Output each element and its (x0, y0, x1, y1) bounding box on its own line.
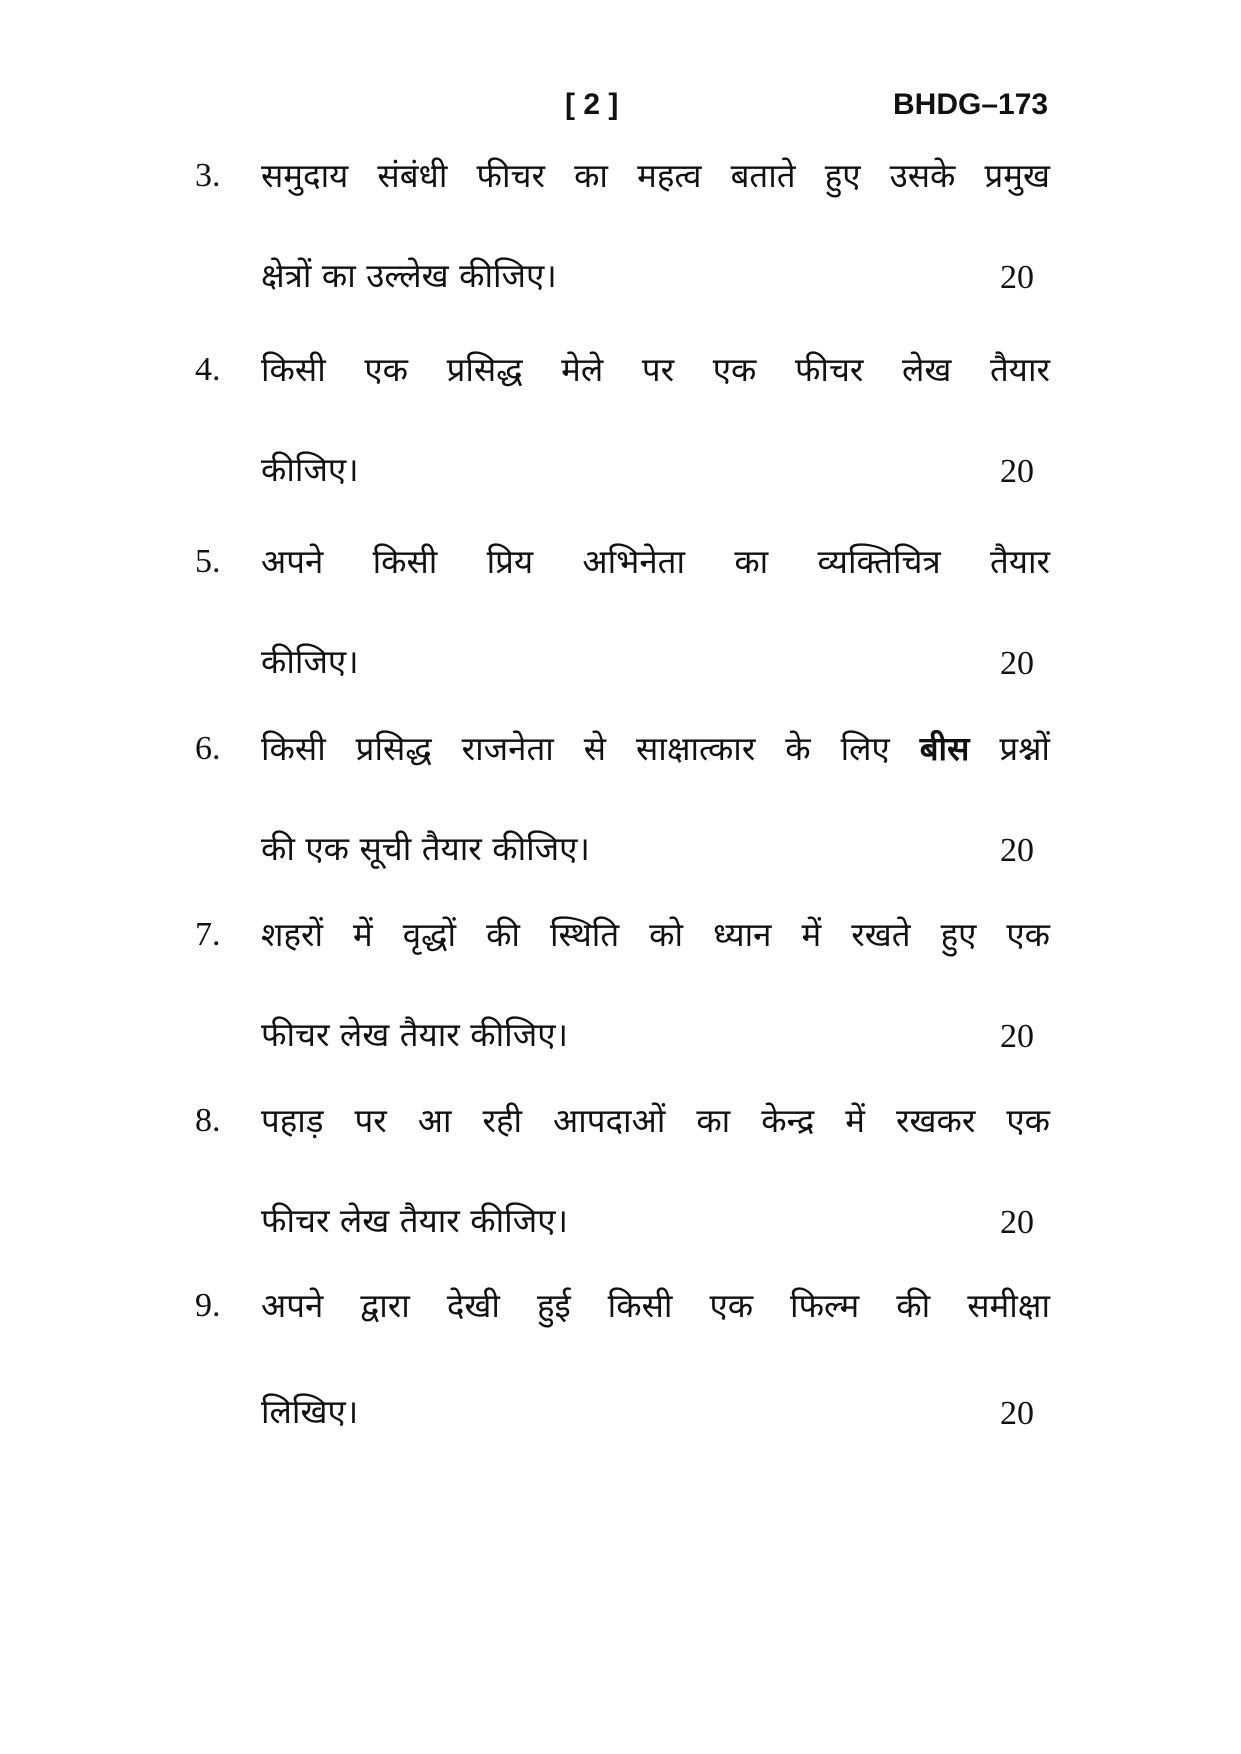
question-marks: 20 (1000, 1204, 1034, 1241)
question-number: 9. (195, 1287, 221, 1324)
question-text-line-1: पहाड़ पर आ रही आपदाओं का केन्द्र में रखकर एक (261, 1101, 1050, 1140)
question-text-line-1: समुदाय संबंधी फीचर का महत्व बताते हुए उसके प्रमुख (261, 156, 1050, 195)
question-text-line-1: शहरों में वृद्धों की स्थिति को ध्यान में रखते हुए एक (261, 915, 1050, 954)
question-marks: 20 (1000, 259, 1034, 296)
course-code: BHDG–173 (893, 88, 1049, 121)
question-marks: 20 (1000, 832, 1034, 869)
question-text-part: किसी प्रसिद्ध राजनेता से साक्षात्कार के लिए (261, 729, 890, 768)
question-text-line-2: लिखिए। (261, 1392, 359, 1431)
question-text-line-2: क्षेत्रों का उल्लेख कीजिए। (261, 256, 557, 295)
question-number: 8. (195, 1102, 221, 1139)
question-text-line-1: किसी एक प्रसिद्ध मेले पर एक फीचर लेख तैयार (261, 350, 1050, 389)
question-text-line-2: कीजिए। (261, 450, 359, 489)
question-marks: 20 (1000, 1018, 1034, 1055)
question-number: 3. (195, 157, 221, 194)
question-marks: 20 (1000, 645, 1034, 682)
question-number: 5. (195, 543, 221, 580)
question-number: 7. (195, 916, 221, 953)
question-text-line-1 (261, 727, 1050, 771)
question-text-line-1: अपने द्वारा देखी हुई किसी एक फिल्म की समीक्षा (261, 1286, 1050, 1325)
question-number: 6. (195, 730, 221, 767)
question-text-line-2: फीचर लेख तैयार कीजिए। (261, 1015, 568, 1054)
question-text-part: प्रश्नों (999, 729, 1050, 768)
question-text-line-2: कीजिए। (261, 642, 359, 681)
question-marks: 20 (1000, 453, 1034, 490)
question-number: 4. (195, 351, 221, 388)
page-number: [ 2 ] (565, 88, 619, 121)
question-text-line-2: फीचर लेख तैयार कीजिए। (261, 1201, 568, 1240)
question-marks: 20 (1000, 1395, 1034, 1432)
question-text-line-1: अपने किसी प्रिय अभिनेता का व्यक्तिचित्र तैयार (261, 542, 1050, 581)
question-text-line-2: की एक सूची तैयार कीजिए। (261, 829, 590, 868)
emphasized-word: बीस (919, 729, 970, 768)
